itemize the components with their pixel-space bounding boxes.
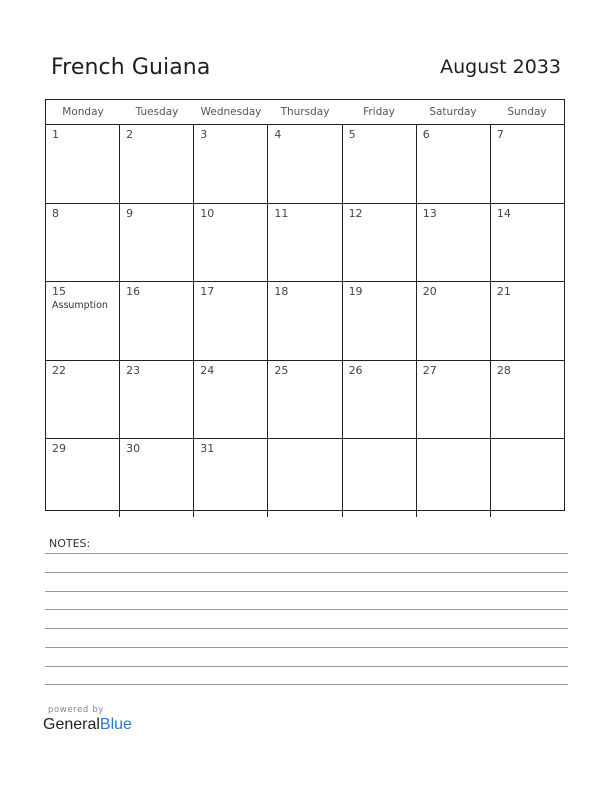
notes-label: NOTES: [49, 537, 91, 550]
week-row [46, 125, 564, 204]
day-cell [417, 204, 491, 282]
day-cell [194, 439, 268, 517]
day-cell [120, 125, 194, 203]
brand-logo[interactable] [43, 716, 132, 734]
day-number: 13 [422, 206, 437, 220]
brand-name-part1: General [43, 716, 100, 733]
day-cell [343, 282, 417, 360]
day-number: 17 [200, 285, 215, 298]
weekday-header-sunday: Sunday [507, 106, 547, 118]
day-number: 2 [126, 128, 134, 141]
day-cell [491, 125, 564, 203]
day-number: 22 [52, 363, 66, 377]
weekday-header-thursday: Thursday [280, 106, 330, 118]
day-cell [417, 439, 491, 517]
day-cell [491, 282, 564, 360]
day-number: 1 [52, 128, 59, 141]
note-line [45, 609, 568, 610]
day-number: 7 [496, 128, 504, 141]
week-row [46, 282, 564, 361]
day-cell [120, 439, 194, 517]
day-number: 30 [126, 442, 141, 455]
day-number: 26 [348, 363, 363, 377]
day-cell [194, 204, 268, 282]
day-number: 19 [348, 285, 363, 298]
weeks-container [46, 125, 564, 517]
day-number: 9 [126, 206, 134, 220]
day-cell [491, 204, 564, 282]
day-cell [120, 204, 194, 282]
powered-by-text: powered by [48, 705, 104, 715]
day-number: 31 [200, 442, 215, 455]
day-number: 24 [200, 363, 215, 377]
day-number: 29 [52, 442, 66, 455]
weekday-header-friday: Friday [363, 106, 395, 118]
day-cell [46, 361, 120, 439]
day-cell [194, 282, 268, 360]
day-number: 15 [52, 285, 66, 298]
day-number: 3 [200, 128, 208, 141]
day-cell [417, 361, 491, 439]
calendar-grid [45, 99, 565, 511]
week-row [46, 439, 564, 517]
weekday-header-saturday: Saturday [429, 106, 477, 118]
day-cell [46, 204, 120, 282]
day-number: 14 [496, 206, 511, 220]
weekday-header-row [46, 100, 564, 125]
day-cell [343, 361, 417, 439]
day-cell [194, 125, 268, 203]
week-row [46, 204, 564, 283]
day-cell [417, 282, 491, 360]
note-line [45, 628, 568, 629]
day-number: 8 [52, 206, 59, 220]
day-cell [268, 282, 342, 360]
brand-name-part2: Blue [99, 716, 132, 733]
day-number: 11 [274, 206, 289, 220]
note-line [45, 591, 568, 592]
weekday-header-wednesday: Wednesday [200, 106, 262, 118]
note-line [45, 572, 568, 573]
note-line [45, 684, 568, 685]
day-cell [268, 125, 342, 203]
day-cell [268, 361, 342, 439]
month-year-title: August 2033 [440, 56, 561, 78]
day-number: 12 [348, 206, 363, 220]
day-cell [491, 361, 564, 439]
day-cell [120, 282, 194, 360]
day-cell [343, 204, 417, 282]
note-line [45, 553, 568, 554]
day-number: 4 [274, 128, 282, 141]
day-number: 25 [274, 363, 289, 377]
day-cell [491, 439, 564, 517]
day-cell [46, 125, 120, 203]
day-cell [268, 439, 342, 517]
weekday-header-tuesday: Tuesday [135, 106, 179, 118]
note-line [45, 647, 568, 648]
region-title: French Guiana [51, 55, 211, 80]
day-cell [343, 125, 417, 203]
day-cell [268, 204, 342, 282]
holiday-label: Assumption [52, 300, 108, 311]
day-number: 16 [126, 285, 141, 298]
note-line [45, 666, 568, 667]
day-number: 23 [126, 363, 141, 377]
day-cell [343, 439, 417, 517]
day-number: 27 [422, 363, 437, 377]
day-cell [120, 361, 194, 439]
day-number: 20 [422, 285, 437, 298]
day-number: 28 [496, 363, 511, 377]
day-number: 6 [422, 128, 430, 141]
day-number: 10 [200, 206, 215, 220]
day-cell [46, 282, 120, 360]
day-number: 18 [274, 285, 289, 298]
week-row [46, 361, 564, 440]
day-number: 5 [348, 128, 356, 141]
day-cell [194, 361, 268, 439]
day-cell [417, 125, 491, 203]
day-cell [46, 439, 120, 517]
day-number: 21 [496, 285, 511, 298]
weekday-header-monday: Monday [62, 106, 104, 118]
